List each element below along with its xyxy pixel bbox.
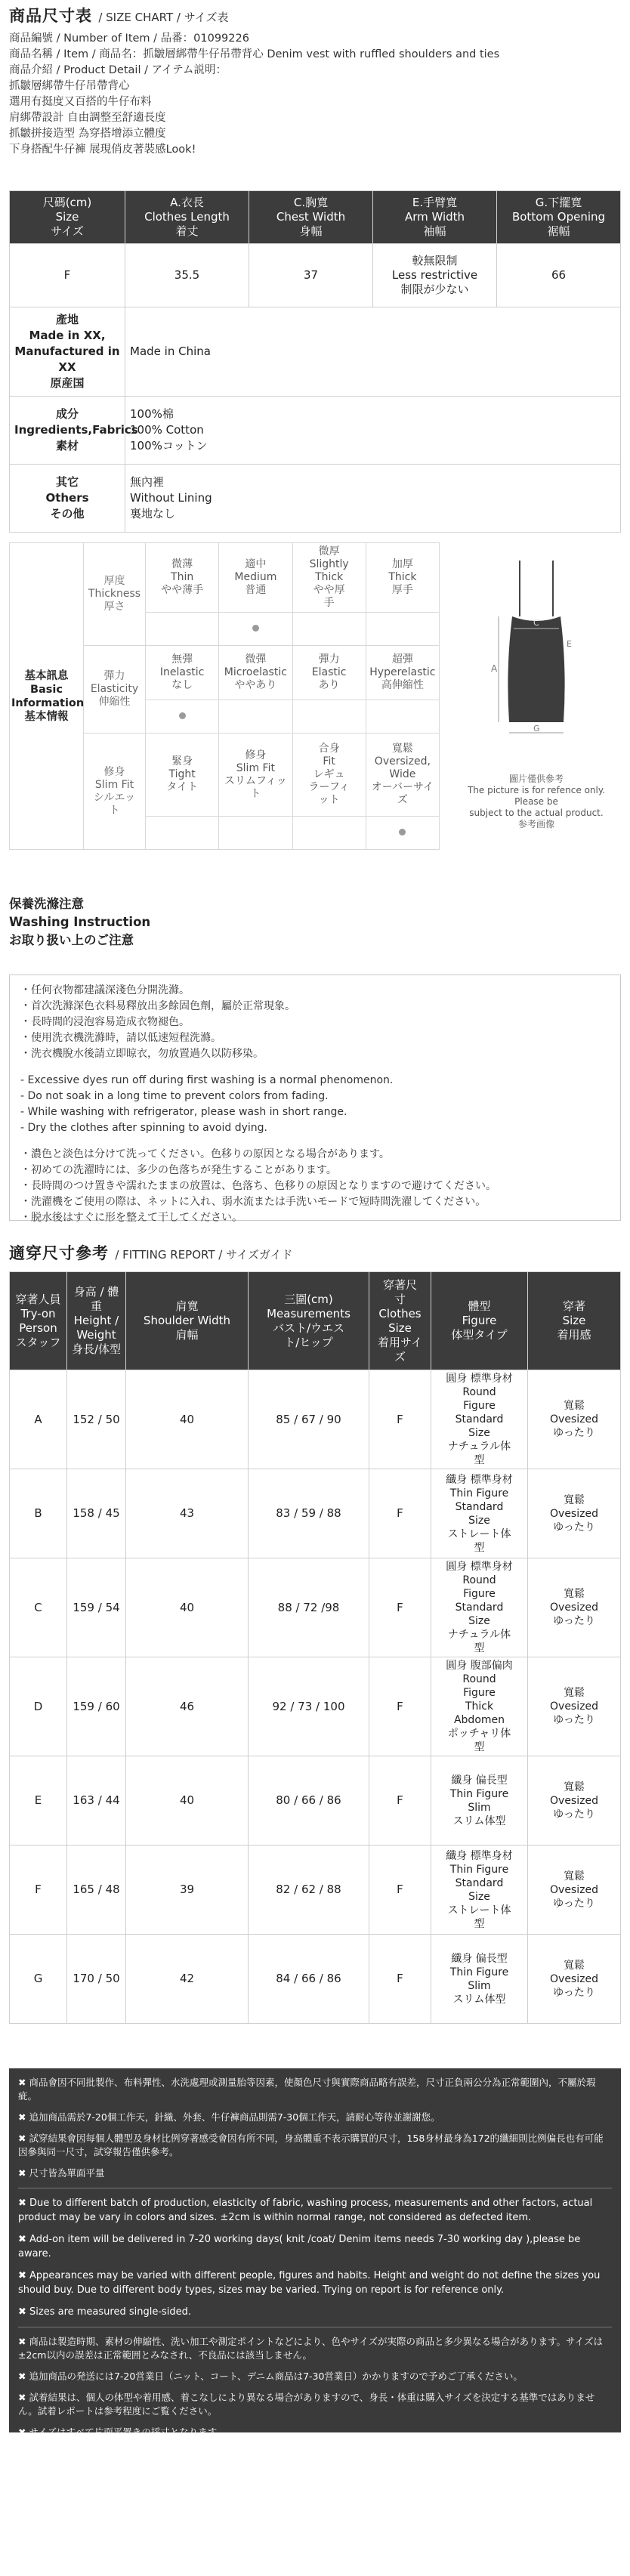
washing-instructions — [9, 974, 621, 1224]
figure-cell: 纖身 標準身材 Thin Figure Standard Size ストレート体 型 — [431, 1846, 528, 1935]
height-weight-cell: 163 / 44 — [67, 1756, 126, 1846]
thickness-option-thick: 加厚 Thick 厚手 — [366, 543, 439, 613]
notes-en: ✖ Due to different batch of production, elasticity of fabric, washing process, measurements and other factors, actual product may be vary in colors and sizes. ±2cm is within normal range, not considered as defected item. ✖ Add-on item will be delivered in 7-20 working days( knit /coat/ Denim items needs 7-30 working day ),please be aware. ✖ Appearances may be varied with different people, figures and habits. Height and weight do not define the sizes you should buy. Due to different body types, sizes may be varied. Trying on report is for reference only. ✖ Sizes are measured single-sided. — [18, 2198, 601, 2318]
fit-option-oversized: 寬鬆 Oversized, Wide オーバーサイ ズ — [366, 734, 439, 817]
item-number: 商品編號 / Number of Item / 品番：01099226 — [9, 32, 249, 45]
thickness-option-slightly-thick: 微厚 Slightly Thick やや厚 手 — [292, 543, 366, 613]
fit-option-slim: 修身 Slim Fit スリムフィッ ト — [219, 734, 292, 817]
selected-dot-icon — [399, 829, 406, 836]
fitting-table — [9, 1271, 621, 2024]
washing-ja: ・濃色と淡色は分けて洗ってください。色移りの原因となる場合があります。 ・初めての洗濯時には、多少の色落ちが発生することがあります。 ・長時間のつけ置きや濡れたままの放置は、色落ち、色移りの原因となりますので避けてください。 ・洗濯機をご使用の際は、ネットに入れ、弱水流または手洗いモードで短時間洗濯してください。 ・脱水後はすぐに形を整えて干してください。 — [20, 1148, 496, 1224]
elasticity-label: 彈力 Elasticity 伸縮性 — [84, 646, 146, 734]
clothes-size-cell: F — [369, 1657, 431, 1756]
notes-zh: ✖ 商品會因不同批製作、布料彈性、水洗處理或測量胎等因素，使顏色尺寸與實際商品略有誤差，尺寸正負兩公分為正常範圍內，不屬於瑕疵。 ✖ 追加商品需於7-20個工作天，針織、外套、牛仔褲商品則需7-30個工作天，請耐心等待並謝謝您。 ✖ 試穿結果會因每個人體型及身材比例穿著感受會因有所不同，身高體重不表示購買的尺寸，158身材最身為172的纖細則比例偏長也有可能因參與同一尺寸，試穿報告僅供參考。 ✖ 尺寸皆為單面平量 — [18, 2077, 604, 2179]
origin-value: Made in China — [125, 307, 621, 397]
table-row — [10, 1846, 621, 1935]
header-chest: C.胸寬 Chest Width 身幅 — [249, 191, 373, 244]
figure-cell: 纖身 偏長型 Thin Figure Slim スリム体型 — [431, 1935, 528, 2024]
fit-cell: 寬鬆 Ovesized ゆったり — [528, 1469, 621, 1558]
table-row — [10, 1370, 621, 1469]
dim-label-a: A — [491, 663, 498, 674]
height-weight-cell: 159 / 54 — [67, 1558, 126, 1657]
size-cell: F — [10, 244, 125, 307]
camisole-diagram-icon — [453, 547, 619, 774]
item-detail-line: 選用有挺度又百搭的牛仔布料 — [9, 96, 152, 109]
person-cell: E — [10, 1756, 67, 1846]
figure-cell: 纖身 偏長型 Thin Figure Slim スリム体型 — [431, 1756, 528, 1846]
table-row — [10, 1558, 621, 1657]
measurements-cell: 92 / 73 / 100 — [249, 1657, 369, 1756]
size-chart-subtitle: / SIZE CHART / サイズ表 — [98, 11, 229, 24]
shoulder-cell: 43 — [126, 1469, 249, 1558]
clothes-size-cell: F — [369, 1846, 431, 1935]
elasticity-dot-3 — [366, 700, 439, 734]
figure-caption: 圖片僅供參考 The picture is for refence only. Please be subject to the actual product. 参考画像 — [467, 774, 606, 829]
elasticity-option-micro: 微彈 Microelastic ややあり — [219, 646, 292, 700]
fit-header-figure: 體型 Figure 体型タイプ — [431, 1272, 528, 1370]
height-weight-cell: 158 / 45 — [67, 1469, 126, 1558]
fit-header-shoulder: 肩寬 Shoulder Width 肩幅 — [126, 1272, 249, 1370]
elasticity-option-hyper: 超彈 Hyperelastic 高伸縮性 — [366, 646, 439, 700]
person-cell: F — [10, 1846, 67, 1935]
bottom-cell: 66 — [497, 244, 621, 307]
length-cell: 35.5 — [125, 244, 249, 307]
thickness-dot-1 — [219, 613, 292, 646]
measurements-cell: 83 / 59 / 88 — [249, 1469, 369, 1558]
dim-label-g: G — [533, 724, 540, 734]
person-cell: B — [10, 1469, 67, 1558]
elasticity-option-elastic: 彈力 Elastic あり — [292, 646, 366, 700]
size-chart-title-text: 商品尺寸表 — [9, 7, 92, 25]
fit-cell: 寬鬆 Ovesized ゆったり — [528, 1370, 621, 1469]
header-arm: E.手臂寬 Arm Width 袖幅 — [373, 191, 497, 244]
figure-cell: 纖身 標準身材 Thin Figure Standard Size ストレート体 型 — [431, 1469, 528, 1558]
person-cell: G — [10, 1935, 67, 2024]
thickness-dot-2 — [292, 613, 366, 646]
fit-cell: 寬鬆 Ovesized ゆったり — [528, 1756, 621, 1846]
shoulder-cell: 46 — [126, 1657, 249, 1756]
clothes-size-cell: F — [369, 1756, 431, 1846]
fit-dot-1 — [219, 817, 292, 850]
clothes-size-cell: F — [369, 1558, 431, 1657]
fitting-subtitle: / FITTING REPORT / サイズガイド — [115, 1248, 293, 1262]
fit-dot-3 — [366, 817, 439, 850]
shoulder-cell: 40 — [126, 1756, 249, 1846]
origin-row — [10, 307, 621, 397]
height-weight-cell: 159 / 60 — [67, 1657, 126, 1756]
measurements-cell: 88 / 72 /98 — [249, 1558, 369, 1657]
spec-table — [9, 307, 621, 533]
fit-cell: 寬鬆 Ovesized ゆったり — [528, 1558, 621, 1657]
fit-dot-0 — [146, 817, 219, 850]
figure-cell: 圓身 標準身材 Round Figure Standard Size ナチュラル体 型 — [431, 1558, 528, 1657]
measurements-cell: 80 / 66 / 86 — [249, 1756, 369, 1846]
arm-cell: 較無限制 Less restrictive 制限が少ない — [373, 244, 497, 307]
header-bottom: G.下擺寬 Bottom Opening 裾幅 — [497, 191, 621, 244]
origin-label: 產地 Made in XX, Manufactured in XX 原産国 — [10, 307, 125, 397]
header-size: 尺碼(cm) Size サイズ — [10, 191, 125, 244]
elasticity-option-inelastic: 無彈 Inelastic なし — [146, 646, 219, 700]
item-detail-line: 肩綁帶設計 自由調整至舒適長度 — [9, 112, 166, 125]
figure-cell: 圓身 標準身材 Round Figure Standard Size ナチュラル体 型 — [431, 1370, 528, 1469]
clothes-size-cell: F — [369, 1935, 431, 2024]
clothes-size-cell: F — [369, 1469, 431, 1558]
measurements-cell: 84 / 66 / 86 — [249, 1935, 369, 2024]
elasticity-dot-1 — [219, 700, 292, 734]
measurements-cell: 85 / 67 / 90 — [249, 1370, 369, 1469]
fit-option-tight: 緊身 Tight タイト — [146, 734, 219, 817]
clothes-size-cell: F — [369, 1370, 431, 1469]
figure-cell: 圓身 腹部偏肉 Round Figure Thick Abdomen ポッチャリ体 型 — [431, 1657, 528, 1756]
table-row — [10, 1657, 621, 1756]
measurements-cell: 82 / 62 / 88 — [249, 1846, 369, 1935]
fit-cell: 寬鬆 Ovesized ゆったり — [528, 1935, 621, 2024]
person-cell: A — [10, 1370, 67, 1469]
garment-diagram — [453, 547, 619, 855]
basic-info-label: 基本訊息 Basic Information 基本情報 — [10, 543, 84, 850]
item-detail-line: 抓皺拼接造型 為穿搭增添立體度 — [9, 128, 166, 141]
chest-cell: 37 — [249, 244, 373, 307]
person-cell: D — [10, 1657, 67, 1756]
size-table — [9, 190, 621, 307]
others-label: 其它 Others その他 — [10, 465, 125, 533]
fit-header-clothes-size: 穿著尺 寸 Clothes Size 着用サイ ズ — [369, 1272, 431, 1370]
fitting-rows — [10, 1370, 621, 2024]
fitting-header — [9, 1243, 621, 1264]
fit-label: 修身 Slim Fit シルエッ ト — [84, 734, 146, 850]
fit-cell: 寬鬆 Ovesized ゆったり — [528, 1657, 621, 1756]
ingredients-value: 100%棉 100% Cotton 100%コットン — [125, 397, 621, 465]
washing-title: 保養洗滌注意 Washing Instruction お取り扱い上のご注意 — [9, 897, 151, 947]
notes-ja: ✖ 商品は製造時期、素材の伸縮性、洗い加工や測定ポイントなどにより、色やサイズが実際の商品と多少異なる場合があります。サイズは±2cm以内の誤差は正常範囲とみなされ、不良品には該当しません。 ✖ 追加商品の発送には7-20営業日（ニット、コート、デニム商品は7-30営業日）かかりますので予めご了承ください。 ✖ 試着結果は、個人の体型や着用感、着こなしにより異なる場合がありますので、身長・体重は購入サイズを決定する基準ではありません。試着レポートは参考程度にご覧ください。 ✖ サイズはすべて片面平置きの採寸となります。 — [18, 2336, 603, 2438]
thickness-option-thin: 微薄 Thin やや薄手 — [146, 543, 219, 613]
notes-section — [9, 2068, 621, 2438]
shoulder-cell: 40 — [126, 1370, 249, 1469]
fit-header-fit: 穿著 Size 着用感 — [528, 1272, 621, 1370]
fit-header-measurements: 三圍(cm) Measurements バスト/ウエス ト/ヒップ — [249, 1272, 369, 1370]
washing-zh: ・任何衣物都建議深淺色分開洗滌。 ・首次洗滌深色衣料易釋放出多餘固色劑，屬於正常現象。 ・長時間的浸泡容易造成衣物褪色。 ・使用洗衣機洗滌時，請以低速短程洗滌。 ・洗衣機脫水後請立即晾衣，勿放置過久以防移染。 — [20, 984, 295, 1060]
ingredients-label: 成分 Ingredients,Fabrics 素材 — [10, 397, 125, 465]
shoulder-cell: 39 — [126, 1846, 249, 1935]
shoulder-cell: 40 — [126, 1558, 249, 1657]
elasticity-dot-0 — [146, 700, 219, 734]
thickness-dot-3 — [366, 613, 439, 646]
dim-label-e: E — [567, 639, 572, 649]
selected-dot-icon — [252, 625, 259, 632]
fit-header-height-weight: 身高 / 體 重 Height / Weight 身長/体型 — [67, 1272, 126, 1370]
height-weight-cell: 152 / 50 — [67, 1370, 126, 1469]
table-row — [10, 1469, 621, 1558]
washing-en: - Excessive dyes run off during first washing is a normal phenomenon. - Do not soak in a long time to prevent colors from fading. - While washing with refrigerator, please wash in short range. - Dry the clothes after spinning to avoid dying. — [20, 1074, 394, 1134]
thickness-option-medium: 適中 Medium 普通 — [219, 543, 292, 613]
fit-header-person: 穿著人員 Try-on Person スタッフ — [10, 1272, 67, 1370]
height-weight-cell: 165 / 48 — [67, 1846, 126, 1935]
shoulder-cell: 42 — [126, 1935, 249, 2024]
person-cell: C — [10, 1558, 67, 1657]
selected-dot-icon — [179, 712, 186, 719]
basic-info-table — [9, 542, 440, 850]
item-detail-label: 商品介紹 / Product Detail / アイテム説明： — [9, 64, 227, 77]
basic-info-section — [9, 542, 621, 860]
fitting-title: 適穿尺寸參考 — [9, 1244, 109, 1262]
dim-label-c: C — [533, 618, 539, 628]
item-name: 商品名稱 / Item / 商品名：抓皺層綁帶牛仔吊帶背心 Denim vest with ruffled shoulders and ties — [9, 48, 500, 61]
ingredients-row — [10, 397, 621, 465]
others-row — [10, 465, 621, 533]
header-length: A.衣長 Clothes Length 着丈 — [125, 191, 249, 244]
fit-option-fit: 合身 Fit レギュ ラーフィ ット — [292, 734, 366, 817]
thickness-label: 厚度 Thickness 厚さ — [84, 543, 146, 646]
table-row — [10, 244, 621, 307]
others-value: 無內裡 Without Lining 裏地なし — [125, 465, 621, 533]
table-row — [10, 1756, 621, 1846]
elasticity-dot-2 — [292, 700, 366, 734]
table-row — [10, 1935, 621, 2024]
fit-cell: 寬鬆 Ovesized ゆったり — [528, 1846, 621, 1935]
item-detail-line: 抓皺層綁帶牛仔吊帶背心 — [9, 80, 130, 93]
product-info — [9, 31, 621, 158]
thickness-dot-0 — [146, 613, 219, 646]
size-chart-title — [9, 6, 621, 26]
height-weight-cell: 170 / 50 — [67, 1935, 126, 2024]
size-chart-header — [9, 6, 621, 158]
item-detail-line: 下身搭配牛仔褲 展現俏皮著裝感Look! — [9, 144, 196, 156]
fit-dot-2 — [292, 817, 366, 850]
